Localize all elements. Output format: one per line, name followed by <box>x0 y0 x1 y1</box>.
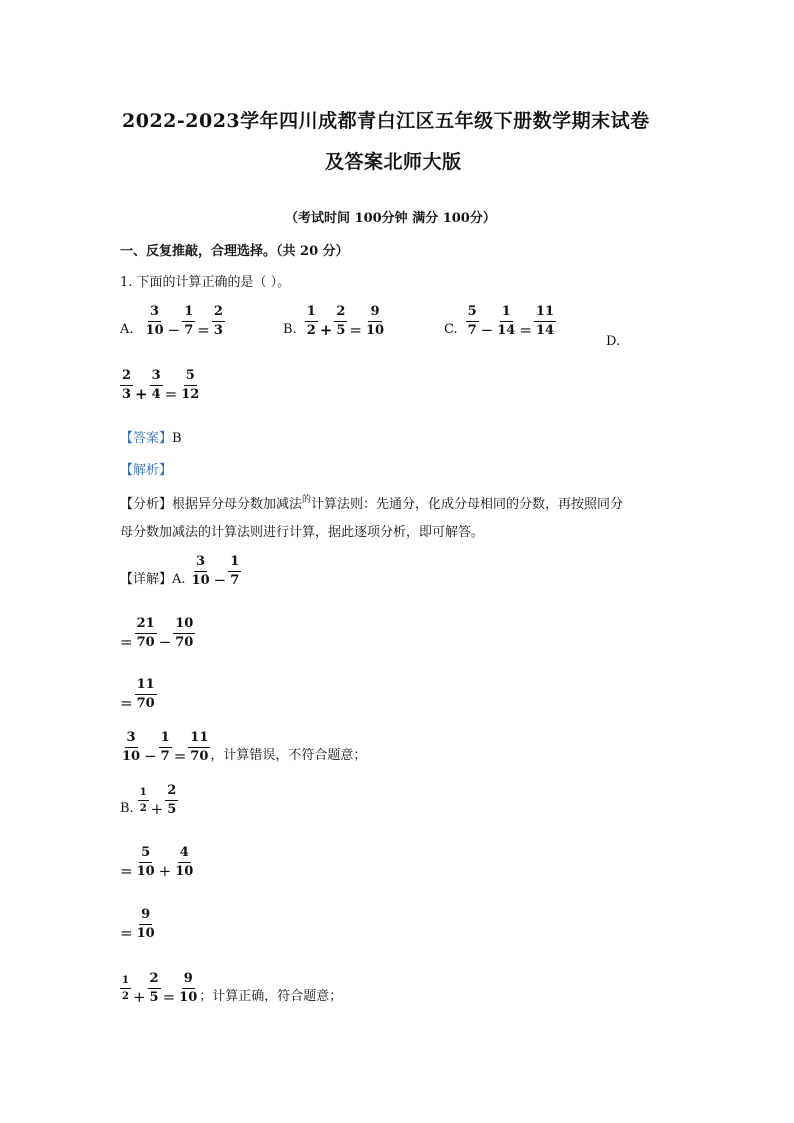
fraction: $\frac{3}{10}$ <box>191 554 210 589</box>
fraction: $\frac{2}{5}$ <box>149 971 159 1006</box>
fraction: $\frac{5}{10}$ <box>136 845 155 880</box>
answer-value: B <box>172 431 182 446</box>
equals-sign: = <box>519 320 532 339</box>
option-c-label: C. <box>444 321 458 337</box>
option-c <box>444 305 556 339</box>
detail-b-step1 <box>118 846 195 880</box>
conclusion-text: ，计算错误，不符合题意； <box>210 747 367 763</box>
fraction: $\frac{1}{2}$ <box>139 786 147 814</box>
fraction: $\frac{11}{70}$ <box>190 730 209 765</box>
section-heading: 一、反复推敲，合理选择。（共 20 分） <box>120 244 349 259</box>
equals-sign: = <box>120 861 133 880</box>
analysis-text-2: 母分数加减法的计算法则进行计算，据此逐项分析，即可解答。 <box>120 525 485 540</box>
fraction: $\frac{1}{7}$ <box>230 554 240 589</box>
fraction: $\frac{5}{7}$ <box>467 304 477 339</box>
answer-label: 【答案】 <box>120 431 173 446</box>
fraction: $\frac{3}{10}$ <box>122 730 141 765</box>
detail-a-step1 <box>118 617 195 651</box>
fraction: $\frac{2}{5}$ <box>167 783 177 818</box>
fraction: $\frac{11}{14}$ <box>535 304 555 339</box>
fraction: $\frac{9}{10}$ <box>179 971 198 1006</box>
fraction: $\frac{9}{10}$ <box>136 907 155 942</box>
equals-sign: = <box>197 320 210 339</box>
fraction: $\frac{1}{7}$ <box>160 730 170 765</box>
detail-a-step2 <box>118 678 157 712</box>
option-b-label: B. <box>283 321 297 337</box>
minus-sign: − <box>213 570 227 589</box>
minus-sign: − <box>144 746 157 765</box>
detail-b-step2 <box>118 908 157 942</box>
option-d-label: D. <box>606 334 621 349</box>
fraction: $\frac{4}{10}$ <box>175 845 194 880</box>
fraction: $\frac{9}{10}$ <box>365 304 385 339</box>
fraction: $\frac{1}{7}$ <box>184 304 194 339</box>
equals-sign: = <box>162 987 176 1006</box>
answer-line <box>120 427 182 446</box>
equals-sign: = <box>349 320 362 339</box>
plus-sign: + <box>135 384 148 403</box>
detail-label: 【详解】A. <box>120 571 186 587</box>
option-d <box>120 369 201 403</box>
fraction: $\frac{3}{10}$ <box>145 304 164 339</box>
minus-sign: − <box>158 632 172 651</box>
fraction: $\frac{5}{12}$ <box>181 368 200 403</box>
option-b-label: B. <box>120 800 134 816</box>
minus-sign: − <box>167 320 181 339</box>
fraction: $\frac{11}{70}$ <box>136 677 155 712</box>
analysis-text-1: 【分析】根据异分母分数加减法$^的$计算法则：先通分，化成分母相同的分数，再按照同分 <box>120 495 624 512</box>
page-title: 2022-2023学年四川成都青白江区五年级下册数学期末试卷 <box>122 110 650 132</box>
equals-sign: = <box>120 693 133 712</box>
equals-sign: = <box>173 746 187 765</box>
plus-sign: + <box>319 320 333 339</box>
conclusion-text: ；计算正确，符合题意； <box>199 988 343 1004</box>
plus-sign: + <box>158 861 172 880</box>
fraction: $\frac{1}{2}$ <box>122 974 129 1002</box>
fraction: $\frac{1}{14}$ <box>497 304 516 339</box>
analysis-label: 【解析】 <box>120 463 173 478</box>
option-a-label: A. <box>120 321 134 337</box>
page-title-line2: 及答案北师大版 <box>325 151 462 173</box>
plus-sign: + <box>150 799 164 818</box>
question-1: 1. 下面的计算正确的是（ ）。 <box>120 275 291 290</box>
fraction: $\frac{10}{70}$ <box>175 616 194 651</box>
fraction: $\frac{2}{3}$ <box>122 368 132 403</box>
detail-b-conclusion <box>120 972 342 1006</box>
minus-sign: − <box>480 320 494 339</box>
plus-sign: + <box>132 987 146 1006</box>
equals-sign: = <box>120 923 133 942</box>
option-b <box>283 305 386 339</box>
option-a <box>120 305 225 339</box>
equals-sign: = <box>164 384 178 403</box>
equals-sign: = <box>120 632 133 651</box>
fraction: $\frac{2}{5}$ <box>336 304 346 339</box>
fraction: $\frac{2}{3}$ <box>213 304 223 339</box>
fraction: $\frac{3}{4}$ <box>151 368 161 403</box>
detail-a-line <box>120 555 241 589</box>
fraction: $\frac{21}{70}$ <box>136 616 155 651</box>
detail-b-line <box>120 784 178 818</box>
exam-info: （考试时间 100分钟 满分 100分） <box>285 211 496 226</box>
fraction: $\frac{1}{2}$ <box>306 304 316 339</box>
detail-a-conclusion <box>120 731 366 765</box>
